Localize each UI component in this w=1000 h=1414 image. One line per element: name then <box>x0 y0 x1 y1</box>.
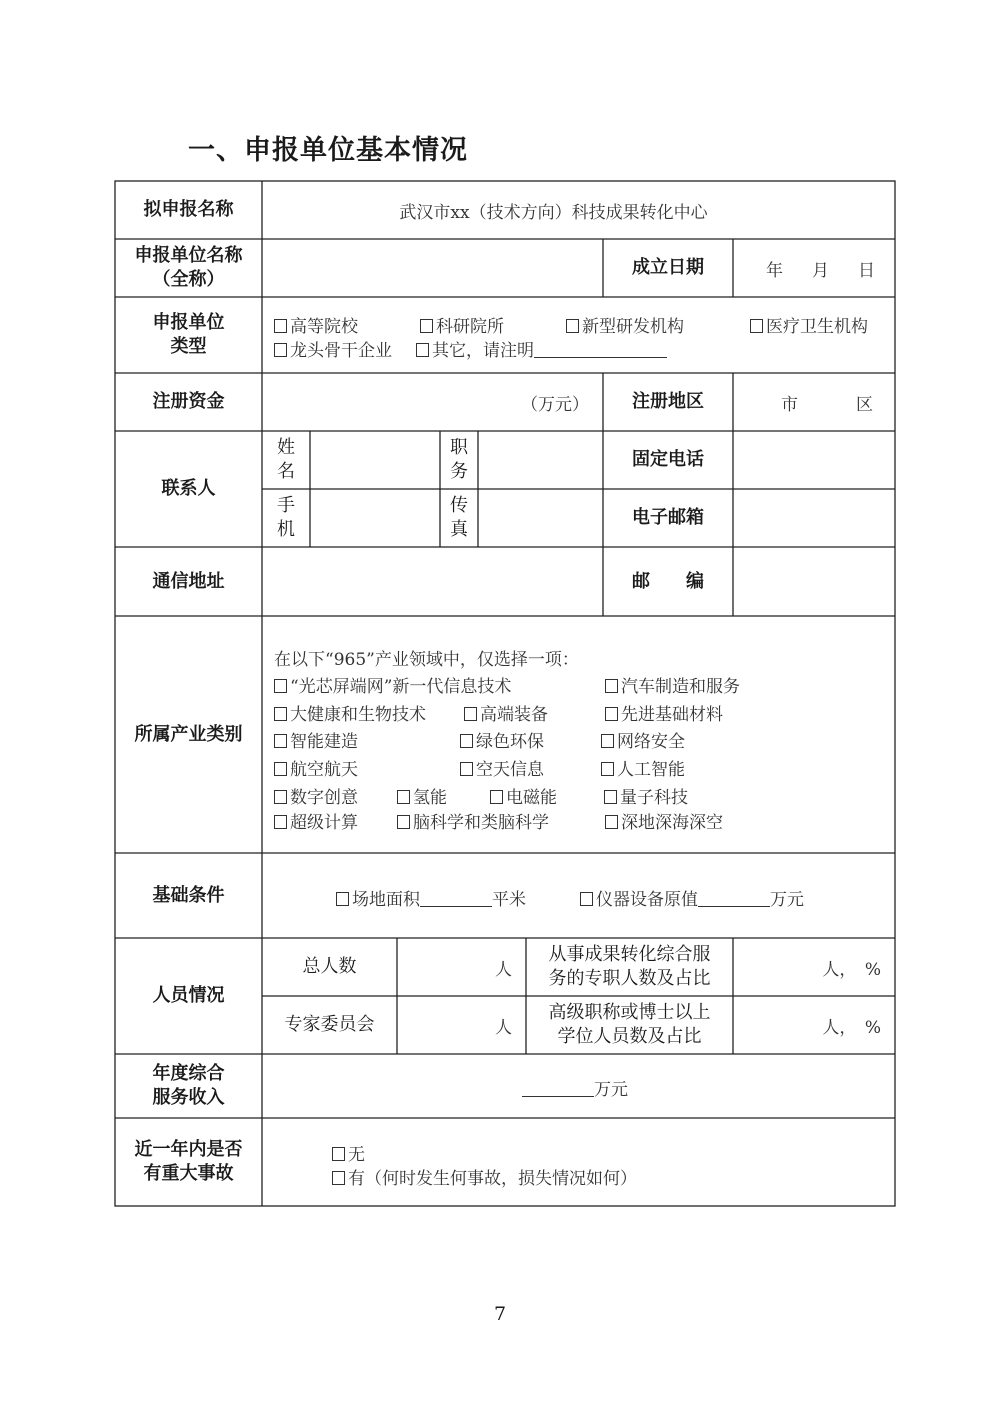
checkbox-icon[interactable] <box>274 734 287 748</box>
unit-type-option-university[interactable]: 高等院校 <box>274 312 358 337</box>
founding-date-label: 成立日期 <box>632 257 704 278</box>
checkbox-icon[interactable] <box>464 707 477 721</box>
checkbox-icon[interactable] <box>274 707 287 721</box>
industry-option[interactable]: 绿色环保 <box>460 727 544 752</box>
address-label: 通信地址 <box>152 570 225 592</box>
checkbox-icon[interactable] <box>750 319 763 333</box>
industry-option[interactable]: 网络安全 <box>601 727 685 752</box>
total-staff-unit: 人 <box>495 959 512 980</box>
accident-label: 近一年内是否 有重大事故 <box>134 1139 243 1184</box>
total-staff-label: 总人数 <box>302 956 357 977</box>
checkbox-icon[interactable] <box>566 319 579 333</box>
unit-type-label: 申报单位 类型 <box>152 312 225 357</box>
checkbox-icon[interactable] <box>416 343 429 357</box>
checkbox-icon[interactable] <box>420 319 433 333</box>
checkbox-icon[interactable] <box>490 790 503 804</box>
income-blank[interactable] <box>522 1080 594 1097</box>
industry-option[interactable]: 先进基础材料 <box>605 700 723 725</box>
fulltime-staff-unit: 人， % <box>822 959 881 980</box>
checkbox-icon[interactable] <box>460 762 473 776</box>
fulltime-staff-label: 从事成果转化综合服 务的专职人数及占比 <box>548 944 711 989</box>
unit-type-option-new-rnd[interactable]: 新型研发机构 <box>566 312 684 337</box>
unit-name-field[interactable] <box>262 239 603 297</box>
accident-options <box>262 1118 895 1206</box>
senior-staff-field[interactable] <box>733 996 895 1054</box>
proposed-name-value[interactable] <box>262 181 895 239</box>
total-staff-field[interactable] <box>397 938 526 996</box>
email-field[interactable] <box>733 489 895 547</box>
unit-type-options <box>262 297 895 373</box>
checkbox-icon[interactable] <box>605 707 618 721</box>
checkbox-icon[interactable] <box>601 762 614 776</box>
capital-label: 注册资金 <box>152 391 225 412</box>
industry-option[interactable]: 高端装备 <box>464 700 548 725</box>
industry-option[interactable]: 数字创意 <box>274 783 358 808</box>
industry-option[interactable]: 脑科学和类脑科学 <box>397 808 549 833</box>
contact-fax-field[interactable] <box>478 489 603 547</box>
industry-option[interactable]: 人工智能 <box>601 755 685 780</box>
senior-staff-label: 高级职称或博士以上 学位人员数及占比 <box>548 1002 711 1047</box>
section-title: 一、申报单位基本情况 <box>188 135 468 166</box>
staff-label: 人员情况 <box>152 985 225 1006</box>
checkbox-icon[interactable] <box>601 734 614 748</box>
founding-date-placeholder: 年 月 日 <box>766 260 881 281</box>
contact-name-label: 姓 名 <box>277 437 295 482</box>
income-entry[interactable]: 万元 <box>522 1075 628 1100</box>
industry-option[interactable]: 超级计算 <box>274 808 358 833</box>
unit-type-option-leading-enterprise[interactable]: 龙头骨干企业 <box>274 336 392 361</box>
region-field[interactable] <box>733 373 895 431</box>
basic-conditions-field <box>262 853 895 938</box>
industry-option[interactable]: 量子科技 <box>604 783 688 808</box>
page-number: 7 <box>493 1303 507 1325</box>
checkbox-icon[interactable] <box>604 790 617 804</box>
industry-option[interactable]: 航空航天 <box>274 755 358 780</box>
industry-option[interactable]: 空天信息 <box>460 755 544 780</box>
industry-option[interactable]: 智能建造 <box>274 727 358 752</box>
checkbox-icon[interactable] <box>274 762 287 776</box>
basic-conditions-label: 基础条件 <box>152 884 225 906</box>
founding-date-field[interactable] <box>733 239 895 297</box>
industry-label: 所属产业类别 <box>134 723 243 745</box>
accident-option-no[interactable]: 无 <box>332 1140 365 1165</box>
industry-option[interactable]: 汽车制造和服务 <box>605 672 740 697</box>
fulltime-staff-field[interactable] <box>733 938 895 996</box>
address-field[interactable] <box>262 547 603 616</box>
income-field <box>262 1054 895 1118</box>
unit-type-option-research-institute[interactable]: 科研院所 <box>420 312 504 337</box>
industry-option[interactable]: 电磁能 <box>490 783 557 808</box>
unit-type-option-medical[interactable]: 医疗卫生机构 <box>750 312 868 337</box>
contact-name-field[interactable] <box>310 431 440 489</box>
industry-options <box>262 616 895 853</box>
checkbox-icon[interactable] <box>274 319 287 333</box>
proposed-name-label: 拟申报名称 <box>143 199 234 220</box>
checkbox-icon[interactable] <box>397 815 410 829</box>
industry-option[interactable]: 深地深海深空 <box>605 808 723 833</box>
capital-unit: （万元） <box>521 394 589 415</box>
checkbox-icon[interactable] <box>274 679 287 693</box>
checkbox-icon[interactable] <box>460 734 473 748</box>
checkbox-icon[interactable] <box>605 679 618 693</box>
unit-name-label: 申报单位名称 （全称） <box>134 245 243 290</box>
postcode-field[interactable] <box>733 547 895 616</box>
expert-committee-field[interactable] <box>397 996 526 1054</box>
checkbox-icon[interactable] <box>336 892 349 906</box>
capital-field[interactable] <box>262 373 603 431</box>
industry-option[interactable]: 氢能 <box>397 783 447 808</box>
landline-label: 固定电话 <box>632 449 704 470</box>
contact-position-label: 职 务 <box>450 437 468 482</box>
contact-mobile-field[interactable] <box>310 489 440 547</box>
contact-fax-label: 传 真 <box>450 495 468 540</box>
checkbox-icon[interactable] <box>332 1171 345 1185</box>
checkbox-icon[interactable] <box>580 892 593 906</box>
accident-option-yes[interactable]: 有（何时发生何事故，损失情况如何） <box>332 1164 637 1189</box>
checkbox-icon[interactable] <box>274 815 287 829</box>
equipment-value-blank[interactable] <box>698 890 770 907</box>
landline-field[interactable] <box>733 431 895 489</box>
site-area-option[interactable]: 场地面积 平米 <box>336 885 526 910</box>
checkbox-icon[interactable] <box>274 343 287 357</box>
site-area-blank[interactable] <box>420 890 492 907</box>
contact-label: 联系人 <box>161 478 216 499</box>
industry-option[interactable]: “光芯屏端网”新一代信息技术 <box>274 672 511 697</box>
checkbox-icon[interactable] <box>397 790 410 804</box>
contact-position-field[interactable] <box>478 431 603 489</box>
senior-staff-unit: 人， % <box>822 1017 881 1038</box>
contact-mobile-label: 手 机 <box>277 495 295 540</box>
unit-type-option-other[interactable]: 其它，请注明 <box>416 336 667 361</box>
industry-intro: 在以下“965”产业领域中，仅选择一项： <box>274 650 579 670</box>
region-label: 注册地区 <box>632 391 704 412</box>
email-label: 电子邮箱 <box>632 507 704 528</box>
proposed-name-text: 武汉市xx（技术方向）科技成果转化中心 <box>399 202 708 223</box>
checkbox-icon[interactable] <box>332 1147 345 1161</box>
region-placeholder: 市 区 <box>781 394 881 415</box>
postcode-label: 邮 编 <box>632 570 704 592</box>
income-label: 年度综合 服务收入 <box>152 1063 225 1108</box>
expert-committee-label: 专家委员会 <box>284 1014 375 1035</box>
checkbox-icon[interactable] <box>605 815 618 829</box>
other-blank-line[interactable] <box>534 341 667 358</box>
industry-option[interactable]: 大健康和生物技术 <box>274 700 426 725</box>
expert-committee-unit: 人 <box>495 1017 512 1038</box>
checkbox-icon[interactable] <box>274 790 287 804</box>
equipment-value-option[interactable]: 仪器设备原值 万元 <box>580 885 804 910</box>
